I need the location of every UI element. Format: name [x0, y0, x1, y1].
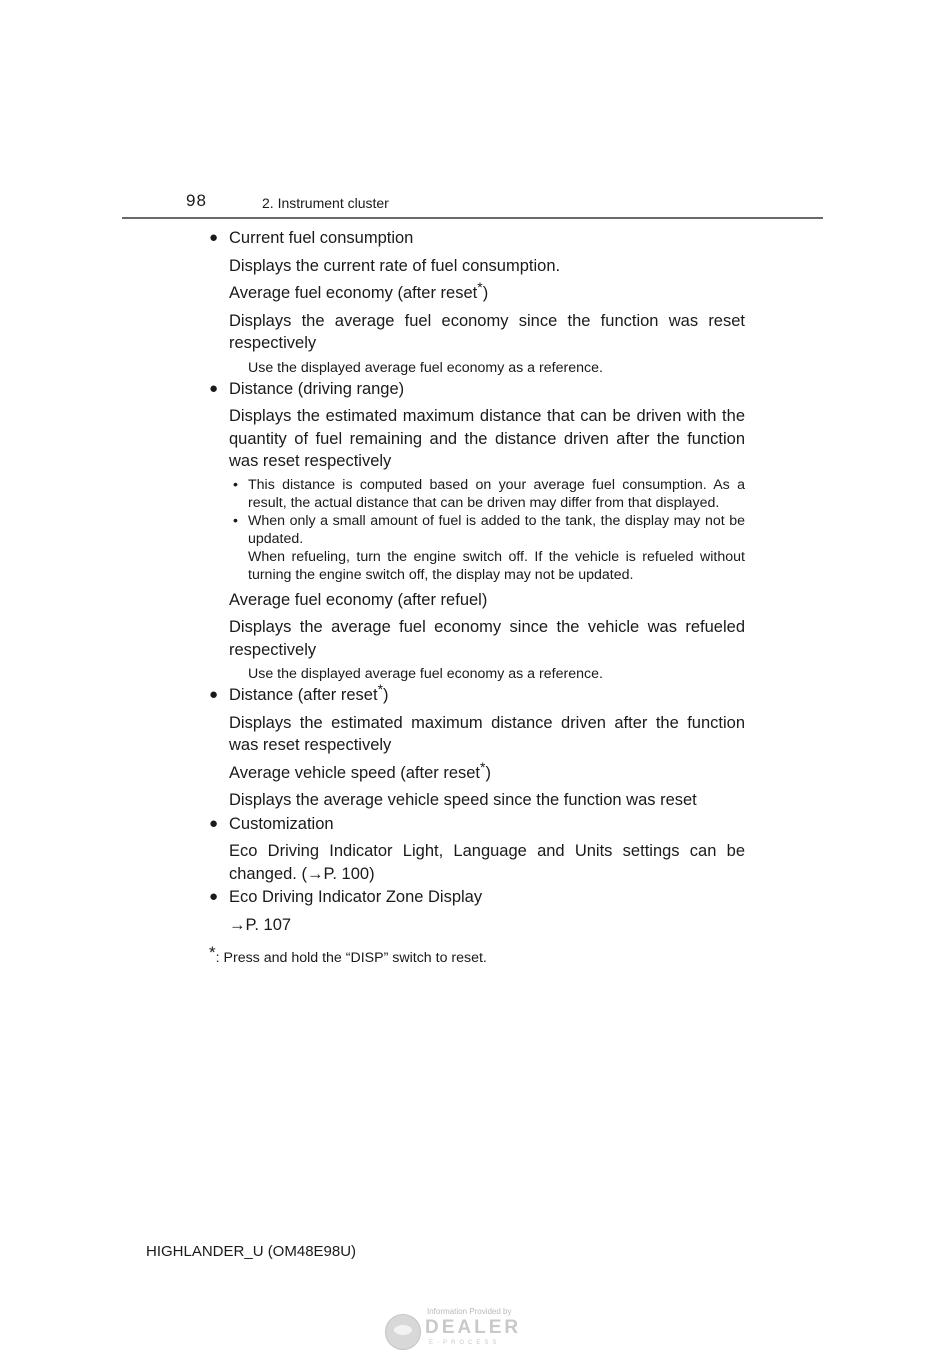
logo-tagline: E-PROCESS — [429, 1340, 501, 1346]
page-content — [209, 226, 745, 967]
item-customization-desc: Eco Driving Indicator Light, Language and Units settings can be changed. (→P. 100) — [229, 842, 745, 883]
arrow-icon: → — [229, 915, 246, 934]
distance-range-bullet-2-cont: When refueling, turn the engine switch off. If the vehicle is refueled without turning the engine switch off, the display may not be updated. — [248, 548, 745, 583]
item-eco-zone-title-row — [209, 886, 745, 909]
bullet-icon: ● — [209, 888, 219, 905]
page-ref-link[interactable]: P. 100 — [323, 864, 370, 883]
item-distance-range-title: Distance (driving range) — [229, 379, 405, 398]
item-eco-zone-title: Eco Driving Indicator Zone Display — [229, 888, 483, 906]
footer-model-code: HIGHLANDER_U (OM48E98U) — [146, 1243, 357, 1260]
bullet-icon: ● — [209, 814, 219, 832]
item-current-fuel-title-row — [209, 227, 745, 250]
reset-footnote-marker: * — [377, 681, 384, 697]
avg-speed-reset-label: Average vehicle speed (after reset*) — [229, 758, 491, 782]
section-title: 2. Instrument cluster — [262, 195, 389, 211]
avg-fuel-reset-label: Average fuel economy (after reset*) — [229, 279, 489, 302]
item-current-fuel-desc: Displays the current rate of fuel consumption. — [229, 256, 561, 275]
item-current-fuel-title: Current fuel consumption — [229, 229, 414, 247]
bullet-icon: ● — [209, 229, 219, 246]
bullet-icon: ● — [209, 686, 219, 703]
distance-range-bullet-2: • When only a small amount of fuel is added to the tank, the display may not be updated. — [233, 512, 745, 547]
item-distance-reset-title: Distance (after reset — [229, 686, 378, 704]
page-ref-link[interactable]: P. 107 — [245, 915, 292, 934]
item-distance-reset-desc: Displays the estimated maximum distance driven after the function was reset respectively — [229, 713, 745, 754]
reset-footnote-marker: * — [480, 758, 486, 775]
item-customization-title-row — [209, 813, 745, 836]
logo-brand: DEALER — [425, 1317, 522, 1338]
page-number: 98 — [186, 191, 207, 210]
logo-provided-by: Information Provided by — [427, 1307, 512, 1316]
footnote-star: * — [209, 943, 216, 962]
reset-footnote-marker: * — [477, 279, 483, 295]
footnote — [209, 944, 745, 967]
item-eco-zone-ref — [209, 914, 745, 937]
avg-fuel-reset-desc: Displays the average fuel economy since the function was reset respectively — [229, 311, 745, 352]
avg-fuel-refuel-desc: Displays the average fuel economy since the vehicle was refueled respectively — [229, 618, 745, 659]
avg-fuel-reset-note: Use the displayed average fuel economy as a reference. — [248, 359, 603, 376]
globe-icon — [385, 1314, 421, 1350]
dealer-eprocess-logo — [385, 1307, 550, 1351]
avg-fuel-refuel-label: Average fuel economy (after refuel) — [229, 590, 488, 609]
item-distance-range-desc: Displays the estimated maximum distance that can be driven with the quantity of fuel remaining and the distance driven after the function was reset respectively — [229, 407, 745, 470]
sub-bullet-icon: • — [233, 512, 238, 529]
item-customization-title: Customization — [229, 814, 334, 833]
bullet-icon: ● — [209, 379, 219, 397]
sub-bullet-icon: • — [233, 476, 238, 493]
header-divider — [122, 217, 823, 219]
avg-speed-reset-desc: Displays the average vehicle speed since the function was reset — [229, 791, 697, 809]
item-distance-range-title-row — [209, 378, 745, 401]
arrow-icon: → — [306, 864, 324, 883]
item-distance-reset-title-row: ● Distance (after reset*) — [209, 684, 745, 707]
footnote-text: : Press and hold the “DISP” switch to reset. — [215, 950, 487, 966]
avg-fuel-refuel-note: Use the displayed average fuel economy as a reference. — [248, 666, 603, 682]
distance-range-bullet-1: • This distance is computed based on your average fuel consumption. As a result, the actual distance that can be driven may differ from that displayed. — [233, 476, 745, 511]
